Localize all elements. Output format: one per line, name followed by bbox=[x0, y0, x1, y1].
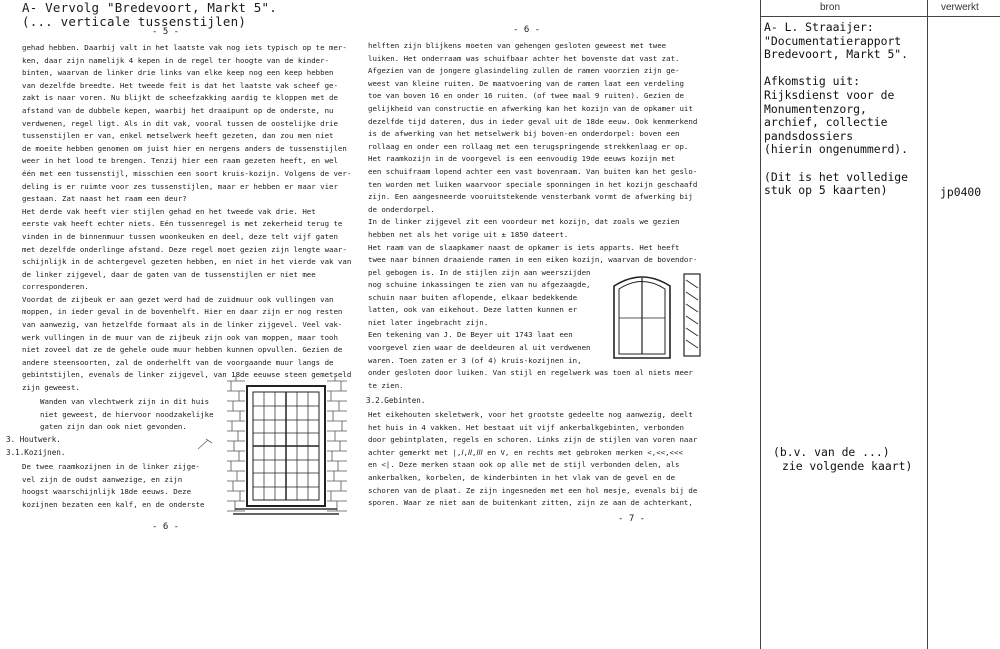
section-houtwerk: 3. Houtwerk. bbox=[6, 435, 61, 444]
column-header-verwerkt: verwerkt bbox=[941, 2, 979, 13]
card-code: jp0400 bbox=[940, 185, 982, 199]
card-line: pandsdossiers bbox=[764, 128, 854, 143]
text-line: gebintstijlen, evenals de linker zijgevel, van 18de eeuwse steen gemetseld bbox=[22, 370, 352, 380]
text-line: voorgevel zien waar de deeldeuren al uit verdwenen bbox=[368, 342, 591, 352]
text-line: latten, ook van eikehout. Deze latten kunnen er bbox=[368, 305, 578, 315]
text-line: Voordat de zijbeuk er aan gezet werd had de zuidmuur ook vullingen van bbox=[22, 294, 334, 304]
page-number-5: - 5 - bbox=[152, 27, 180, 37]
text-line: niet zoveel dat ze de gehele oude muur hebben kunnen opvullen. Gezien de bbox=[22, 345, 343, 355]
text-line: van aanwezig, van hetzelfde formaat als in de linker zijgevel. Veel vak- bbox=[22, 320, 343, 330]
card-line: Bredevoort, Markt 5". bbox=[764, 47, 909, 62]
text-line: verdwenen, regel ligt. Als in dit vak, vooral tussen de oostelijke drie bbox=[22, 118, 338, 128]
text-line: achter gemerkt met |,𝐼,𝐼𝐼,𝐼𝐼𝐼 en V, en rechts met gebroken merken <,<<,<<< bbox=[368, 447, 683, 457]
text-line: kozijnen bezaten een kalf, en de onderste bbox=[22, 499, 205, 509]
text-line: onder gesloten door luiken. Van stijl en regelwerk was toen al niets meer bbox=[368, 368, 693, 377]
text-line: corresponderen. bbox=[22, 282, 89, 292]
text-line: en <|. Deze merken staan ook op alle met de stijl verbonden delen, als bbox=[368, 460, 680, 470]
text-line: van dezelfde breedte. Het tweede feit is dat het laatste vak scheef ge- bbox=[22, 80, 338, 90]
page-number-7: - 7 - bbox=[618, 514, 646, 524]
text-line: De twee raamkozijnen in de linker zijge- bbox=[22, 462, 200, 471]
text-line: Het derde vak heeft vier stijlen gehad en het tweede vak drie. Het bbox=[22, 206, 316, 216]
text-line: niet later ingebracht zijn. bbox=[368, 317, 489, 327]
text-line: gaten zijn dan ook niet gevonden. bbox=[40, 422, 187, 432]
page-number-6-top: - 6 - bbox=[513, 25, 541, 35]
card-divider-mid bbox=[927, 0, 928, 649]
text-line: toe van boven 16 en onder 16 ruiten. (of twee maal 9 ruiten). Gezien de bbox=[368, 91, 684, 101]
text-line: een schuifraam lopend achter een vast bovenraam. Van buiten kan het geslo- bbox=[368, 166, 698, 176]
text-line: twee naar binnen draaiende ramen in een eiken kozijn, waarvan de bovendor- bbox=[368, 255, 698, 265]
title-line-1: A- Vervolg "Bredevoort, Markt 5". bbox=[22, 0, 277, 15]
document-title bbox=[22, 1, 277, 29]
window-sketch-right bbox=[612, 268, 707, 360]
text-line: dezelfde tijd dateren, dus in ieder geval uit de 18de eeuw. Ook kenmerkend bbox=[368, 116, 698, 126]
column-header-bron: bron bbox=[820, 2, 841, 13]
text-line: ankerbalken, korbelen, de kinderbinten in het vlak van de gevel en de bbox=[368, 472, 676, 482]
text-line: schijnlijk in de achtergevel gezeten hebben, en niet in het vierde vak van bbox=[22, 257, 352, 267]
title-line-2: (... verticale tussenstijlen) bbox=[22, 14, 247, 29]
text-line: te zien. bbox=[368, 380, 404, 390]
card-line: Afkomstig uit: bbox=[764, 74, 861, 89]
text-line: sporen. Waar ze niet aan de buitenkant zitten, zijn ze aan de achterkant, bbox=[368, 498, 693, 508]
text-line: moppen, in ieder geval in de bovenhelft. Hier en daar zijn er nog resten bbox=[22, 307, 343, 317]
card-line: (Dit is het volledige bbox=[764, 169, 909, 184]
text-line: is de afwerking van het metselwerk bij boven-en onderdorpel: boven een bbox=[368, 129, 680, 139]
text-line: luiken. Het onderraam was schuifbaar achter het bovenste dat vast zat. bbox=[368, 53, 680, 63]
text-line: waren. Toen zaten er 3 (of 4) kruis-kozijnen in, bbox=[368, 355, 582, 365]
text-line: gestaan. Zat naast het raam een deur? bbox=[22, 194, 187, 204]
text-line: ken, daar zijn namelijk 4 kepen in de regel ter hoogte van de kinder- bbox=[22, 55, 330, 65]
card-line: archief, collectie bbox=[764, 115, 888, 130]
text-line: de onderdorpel. bbox=[368, 204, 435, 214]
text-line: hebben net als het vorige uit ± 1850 dateert. bbox=[368, 229, 569, 239]
text-line: zijn geweest. bbox=[22, 383, 80, 393]
text-line: helften zijn blijkens moeten van gehengen gesloten geweest met twee bbox=[368, 41, 667, 50]
card-header-rule bbox=[760, 16, 1000, 17]
text-line: deling is er ruimte voor zes tussenstijlen, maar er hebben er maar vier bbox=[22, 181, 338, 191]
text-line: zakt is naar voren. Nu blijkt de scheefzakking aardig te kloppen met de bbox=[22, 93, 338, 103]
text-line: ten worden met luiken waarvoor speciale sponningen in het kozijn geschaafd bbox=[368, 179, 698, 189]
right-text-block-a bbox=[368, 40, 697, 279]
text-line: weest van kleine ruiten. De maatvoering van de ramen laat een verdeling bbox=[368, 78, 684, 88]
right-text-block-b bbox=[368, 367, 693, 392]
text-line: Het raamkozijn in de voorgevel is een eenvoudig 19de eeuws kozijn met bbox=[368, 154, 676, 164]
text-line: Het raam van de slaapkamer naast de opkamer is iets apparts. Het heeft bbox=[368, 242, 680, 252]
text-line: werk vullingen in de muur van de zijbeuk zijn ook van moppen, maar tooh bbox=[22, 332, 338, 342]
left-short-block bbox=[40, 396, 214, 434]
text-line: eerste vak heeft echter niets. Eén tussenregel is met zekerheid terug te bbox=[22, 219, 343, 229]
section-kozijnen: 3.1.Kozijnen. bbox=[6, 448, 66, 457]
text-line: Afgezien van de jongere glasindeling zullen de ramen voorzien zijn ge- bbox=[368, 66, 680, 76]
text-line: één met een tussenstijl, misschien een soort kruis-kozijn. Volgens de ver- bbox=[22, 168, 352, 178]
text-line: Het eikehouten skeletwerk, voor het grootste gedeelte nog aanwezig, deelt bbox=[368, 410, 693, 419]
text-line: afstand van de dubbele kepen, waarbij het draaipunt op de onderste, nu bbox=[22, 105, 334, 115]
text-line: de linker zijgevel, daar de gaten van de tussenstijlen er niet mee bbox=[22, 269, 316, 279]
text-line: gelijkheid van constructie en afwerking kan het kozijn van de opkamer uit bbox=[368, 103, 693, 113]
card-line: "Documentatierapport bbox=[764, 33, 902, 48]
card-note-1: (b.v. van de ...) bbox=[773, 445, 890, 459]
text-line: weer in het lood te brengen. Tenzij hier een raam gezeten heeft, en wel bbox=[22, 156, 338, 166]
text-line: schuin naar buiten aflopende, elkaar bedekkende bbox=[368, 292, 578, 302]
window-sketch-left bbox=[225, 376, 350, 524]
text-line: met dezelfde onderlinge afstand. Deze regel moet gezien zijn lengte waar- bbox=[22, 244, 347, 254]
text-line: tussenstijlen er van, enkel metselwerk heeft gezeten, dan zou men niet bbox=[22, 131, 334, 141]
text-line: de moeite hebben genomen om juist hier en nergens anders de tussenstijlen bbox=[22, 143, 347, 153]
text-line: binten, waarvan de linker drie links van elke keep nog een keep hebben bbox=[22, 68, 334, 78]
right-text-block-c bbox=[368, 409, 697, 510]
text-line: nog schuine inkassingen te zien van nu afgezaagde, bbox=[368, 280, 591, 289]
text-line: In de linker zijgevel zit een voordeur met kozijn, dat zoals we gezien bbox=[368, 217, 680, 227]
card-line: Rijksdienst voor de bbox=[764, 87, 895, 102]
text-line: andere steensoorten, zal de onderhelft van de voorgaande muur langs de bbox=[22, 357, 334, 367]
text-line: vinden in de binnenmuur tussen woonkeuken en deel, deze telt vijf gaten bbox=[22, 231, 338, 241]
pencil-mark bbox=[196, 437, 216, 451]
left-text-block bbox=[22, 42, 351, 395]
text-line: rollaag en onder een rollaag met een terugspringende strekkenlaag er op. bbox=[368, 141, 689, 151]
text-line: hoogst waarschijnlijk 18de eeuws. Deze bbox=[22, 487, 192, 497]
right-short-block bbox=[368, 279, 590, 367]
card-line: A- L. Straaijer: bbox=[764, 20, 874, 34]
card-line bbox=[764, 62, 908, 76]
text-line: Een tekening van J. De Beyer uit 1743 laat een bbox=[368, 330, 573, 340]
card-divider-left bbox=[760, 0, 761, 649]
kozijnen-block bbox=[22, 461, 204, 511]
page-number-6-bottom: - 6 - bbox=[152, 522, 180, 532]
text-line: het huis in 4 vakken. Het bestaat uit vijf ankerbalkgebinten, verbonden bbox=[368, 422, 684, 432]
text-line: Wanden van vlechtwerk zijn in dit huis bbox=[40, 397, 210, 406]
section-gebinten: 3.2.Gebinten. bbox=[366, 396, 426, 405]
text-line: zijn. Een aangesneerde vooruitstekende vensterbank vormt de afwerking bij bbox=[368, 192, 693, 202]
card-line: (hierin ongenummerd). bbox=[764, 142, 909, 157]
card-source-text bbox=[764, 21, 908, 198]
text-line: gehad hebben. Daarbij valt in het laatste vak nog iets typisch op te mer- bbox=[22, 43, 347, 52]
card-line bbox=[764, 157, 908, 171]
card-line: stuk op 5 kaarten) bbox=[764, 183, 888, 198]
text-line: pel gebogen is. In de stijlen zijn aan weerszijden bbox=[368, 267, 591, 277]
text-line: vel zijn de oudst aanwezige, en zijn bbox=[22, 474, 183, 484]
text-line: door gebintplaten, regels en schoren. Links zijn de stijlen van voren naar bbox=[368, 435, 698, 445]
text-line: niet geweest, de hiervoor noodzakelijke bbox=[40, 409, 214, 419]
card-note-2: zie volgende kaart) bbox=[782, 459, 913, 473]
text-line: schoren van de plaat. Ze zijn ingesneden met een hol mesje, evenals bij de bbox=[368, 485, 698, 495]
card-line: Monumentenzorg, bbox=[764, 101, 867, 116]
